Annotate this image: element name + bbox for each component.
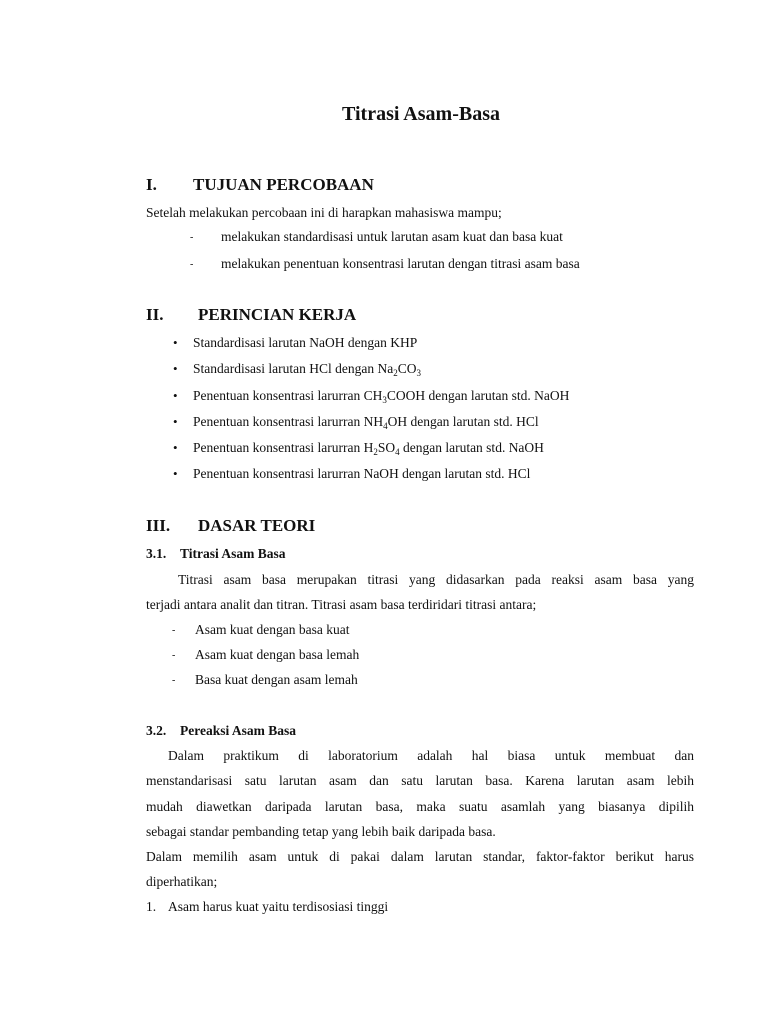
subsection-3-1-heading: Titrasi Asam Basa [180,546,286,561]
bullet-marker: • [173,466,178,481]
section-3-number: III. [146,516,171,535]
paragraph-line: diperhatikan; [146,874,218,889]
list-item: Penentuan konsentrasi larurran NaOH dengan larutan std. HCl [193,466,531,481]
paragraph-line: terjadi antara analit dan titran. Titrasi asam basa terdiridari titrasi antara; [146,597,537,612]
bullet-marker: • [173,388,178,403]
subsection-3-2-heading: Pereaksi Asam Basa [180,723,297,738]
bullet-marker: • [173,335,178,350]
paragraph-line: mudah diawetkan daripada larutan basa, maka suatu asamlah yang biasanya dipilih [146,799,694,814]
list-item: Standardisasi larutan HCl dengan $Na_2CO_3$ [193,361,421,378]
bullet-marker: • [173,414,178,429]
list-item: Penentuan konsentrasi larurran $CH_3COOH$ dengan larutan std. NaOH [193,388,570,405]
document-title: Titrasi Asam-Basa [342,103,500,125]
section-3-heading: DASAR TEORI [198,516,316,535]
list-item: Standardisasi larutan NaOH dengan KHP [193,335,418,350]
section-1-heading: TUJUAN PERCOBAAN [193,175,374,194]
list-item: Penentuan konsentrasi larurran $H_2SO_4$ dengan larutan std. NaOH [193,440,544,457]
dash-marker: - [190,232,194,243]
dash-marker: - [190,259,194,270]
paragraph-line: Dalam memilih asam untuk di pakai dalam larutan standar, faktor-faktor berikut harus [146,849,694,864]
subsection-3-2-number: 3.2. [146,723,167,738]
bullet-marker: • [173,440,178,455]
list-item: Asam kuat dengan basa lemah [195,647,360,662]
bullet-marker: • [173,361,178,376]
dash-marker: - [172,625,176,636]
dash-marker: - [172,675,176,686]
numbered-list-item: Asam harus kuat yaitu terdisosiasi tinggi [168,899,389,914]
paragraph-line: Titrasi asam basa merupakan titrasi yang didasarkan pada reaksi asam basa yang [178,572,694,587]
section-1-number: I. [146,175,157,194]
paragraph-line: menstandarisasi satu larutan asam dan satu larutan basa. Karena larutan asam lebih [146,773,694,788]
paragraph-line: Dalam praktikum di laboratorium adalah hal biasa untuk membuat dan [168,748,694,763]
list-item: melakukan standardisasi untuk larutan asam kuat dan basa kuat [221,229,563,244]
list-item: Penentuan konsentrasi larurran $NH_4OH$ dengan larutan std. HCl [193,414,539,431]
section-2-number: II. [146,305,164,324]
section-1-intro: Setelah melakukan percobaan ini di harapkan mahasiswa mampu; [146,205,502,220]
list-item: melakukan penentuan konsentrasi larutan dengan titrasi asam basa [221,256,580,271]
list-item: Asam kuat dengan basa kuat [195,622,350,637]
subsection-3-1-number: 3.1. [146,546,167,561]
dash-marker: - [172,650,176,661]
numbered-list-number: 1. [146,899,157,914]
list-item: Basa kuat dengan asam lemah [195,672,358,687]
paragraph-line: sebagai standar pembanding tetap yang lebih baik daripada basa. [146,824,496,839]
section-2-heading: PERINCIAN KERJA [198,305,357,324]
